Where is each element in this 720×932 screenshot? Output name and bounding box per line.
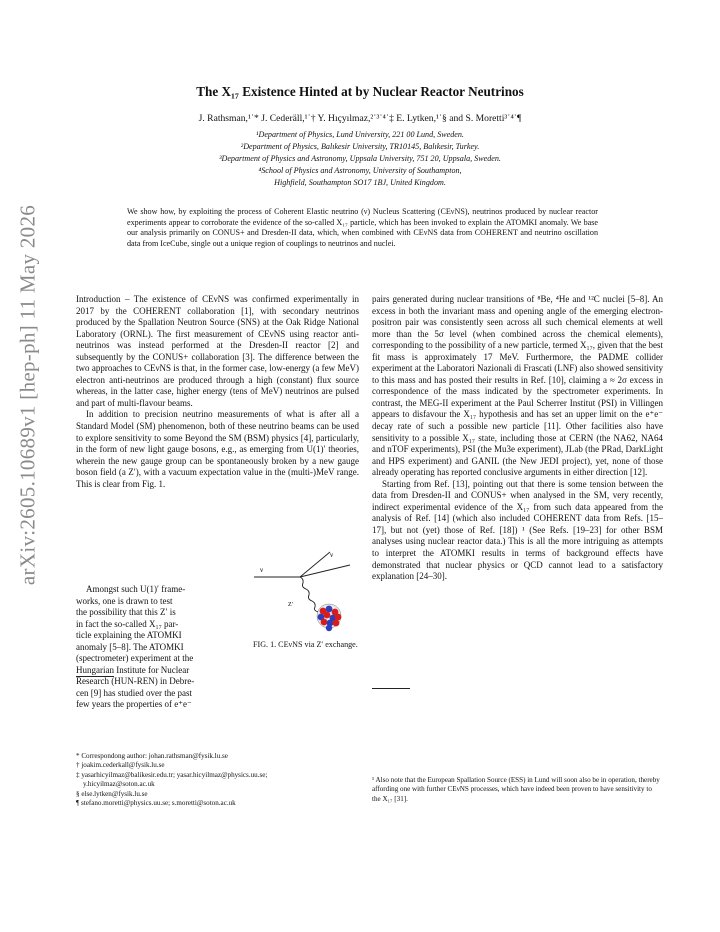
wrap-line: (spectrometer) experiment at the [76,653,194,664]
wrap-line: Research (HUN-REN) in Debre- [76,676,195,687]
nucleus-icon [317,604,341,631]
footnote-3: ‡ yasarhicyilmaz@balikesir.edu.tr; yasar.hicyilmaz@physics.uu.se; [76,770,268,779]
figure-caption: FIG. 1. CEνNS via Z′ exchange. [253,640,358,649]
wrap-line: few years the properties of e⁺e⁻ [76,699,192,710]
intro-paragraph: Introduction – The existence of CEνNS was confirmed experimentally in 2017 by the COHERENT collaboration [1], with secondary neutrinos produced by the Spallation Neutron Source (SNS) at the Oak Ridge National Laboratory (ORNL). The first measurement of CEνNS using reactor anti-neutrinos was instead performed at the Dresden-II reactor [2] and subsequently by the CONUS+ collaboration [3]. The difference between the two approaches to CEνNS is that, in the former case, low-energy (a few MeV) electron anti-neutrinos are produced through a high (constant) flux source whereas, in the latter case, higher energy (tens of MeV) neutrinos are pulsed and part of multi-flavour beams. [76,294,359,408]
wrap-line: anomaly [5–8]. The ATOMKI [76,641,184,652]
feynman-diagram [250,548,358,632]
wrap-line: cen [9] has studied over the past [76,687,192,698]
footnote-5: ¶ stefano.moretti@physics.uu.se; s.moretti@soton.ac.uk [76,799,236,808]
footnote-rule-left [76,676,114,677]
footnote-3b: y.hicyilmaz@soton.ac.uk [83,780,155,789]
wrap-line: works, one is drawn to test [76,595,173,606]
wrap-line: the possibility that this Z′ is [76,607,176,618]
wrap-line: ticle explaining the ATOMKI [76,630,182,641]
affiliation-5: Highfield, Southampton SO17 1BJ, United Kingdom. [274,178,446,187]
affiliation-2: ²Department of Physics, Balıkesir University, TR10145, Balıkesir, Turkey. [240,142,480,151]
wrap-line: in fact the so-called X₁₇ par- [76,618,179,629]
affiliation-3: ³Department of Physics and Astronomy, Uppsala University, 751 20, Uppsala, Sweden. [219,154,501,163]
z-prime-label: Z′ [288,602,293,608]
footnote-4: § else.lytken@fysik.lu.se [76,789,148,798]
footnote-right: ¹ Also note that the European Spallation Source (ESS) in Lund will soon also be in operation, thereby affording one with further CEνNS processes, which have indeed been proven to have sensitivity to the X₁₇ [31]. [372,776,660,803]
left-wrap-text [76,584,246,711]
footnote-1: * Correspondong author: johan.rathsman@fysik.lu.se [76,752,228,760]
affiliation-4: ⁴School of Physics and Astronomy, University of Southampton, [258,166,462,175]
affiliation-1: ¹Department of Physics, Lund University, 221 00 Lund, Sweden. [256,130,464,139]
footnotes-left [76,752,361,808]
paper-title: The X₁₇ Existence Hinted at by Nuclear Reactor Neutrinos [196,84,524,99]
left-column [76,294,359,490]
footnote-rule-right [372,688,410,689]
footnote-2: † joakim.cederkall@fysik.lu.se [76,761,165,770]
left-paragraph-2: In addition to precision neutrino measurements of what is after all a Standard Model (SM) phenomenon, both of these neutrino beams can be used to explore sensitivity to some Beyond the SM (BSM) physics [4], particularly, in the form of new light gauge bosons, e.g., as emerging from U(1)′ theories, wherein the new gauge group can be spontaneously broken by a new gauge boson field (a Z′), with a vacuum expectation value in the (multi-)MeV range. This is clear from Fig. 1. [76,409,359,489]
right-paragraph-2: Starting from Ref. [13], pointing out that there is some tension between the data from Dresden-II and CONUS+ when analysed in the SM, very recently, indirect experimental evidence of the X₁₇ from such data appeared from the analysis of Ref. [14] (which also included COHERENT data from Refs. [15–17], but not (yet) those of Ref. [18]) ¹ (See Refs. [19–23] for other BSM analyses using nuclear reactor data.) This is all the more intriguing as attempts to interpret the ATOMKI results in terms of background effects have demonstrated that nuclear physics or QCD cannot lead to a satisfactory explanation [24–30]. [372,478,663,582]
arxiv-id: arXiv:2605.10689v1 [hep-ph] 11 May 2026 [15,204,40,586]
arxiv-watermark [8,150,48,640]
nu-in-label: ν [260,566,264,574]
right-paragraph-1: pairs generated during nuclear transitions of ⁸Be, ⁴He and ¹²C nuclei [5–8]. An excess in both the invariant mass and opening angle of the emerging electron-positron pair was consistently seen across all such chemical elements at well more than the 5σ level (when combined across the chemical elements), corresponding to the possibility of a new particle, termed X₁₇, given that the best fit mass is approximately 17 MeV. Furthermore, the PADME collider experiment at the Laboratori Nazionali di Frascati (LNF) also showed sensitivity to this mass and has posted their results in Ref. [10], claiming a ≈ 2σ excess in correspondence of the mass indicated by the spectrometer experiments. In contrast, the MEG-II experiment at the Paul Scherrer Institut (PSI) in Villingen appears to disfavour the X₁₇ hypothesis and has set an upper limit on the e⁺e⁻ decay rate of such a possible new particle [11]. Other facilities also have sensitivity to a possible X₁₇ state, including those at CERN (the NA62, NA64 and nTOF experiments), PSI (the Mu3e experiment), JLab (the PRad, DarkLight and HPS experiment) and GANIL (the New JEDI project), yet, none of those already operating has reported conclusive arguments in either direction [12]. [372,294,663,478]
wrap-line: Amongst such U(1)′ frame- [86,584,186,594]
nu-out-label: ν [330,551,334,559]
abstract: We show how, by exploiting the process of Coherent Elastic neutrino (ν) Nucleus Scattering (CEνNS), neutrinos produced by nuclear reactor experiments appear to corroborate the evidence of the so-called X₁₇ particle, which has been invoked to explain the ATOMKI anomaly. We base our analysis primarily on CONUS+ and Dresden-II data, which, when combined with CEνNS data from COHERENT and neutrino oscillation data from IceCube, single out a unique region of couplings to neutrinos and nuclei. [127,207,598,248]
wrap-line: Hungarian Institute for Nuclear [76,664,190,675]
author-list: J. Rathsman,¹˙* J. Cederäll,¹˙† Y. Hıçyılmaz,²˙³˙⁴˙‡ E. Lytken,¹˙§ and S. Moretti³˙⁴˙¶ [198,113,522,124]
right-column [372,294,663,583]
z-prime-propagator [300,577,319,612]
